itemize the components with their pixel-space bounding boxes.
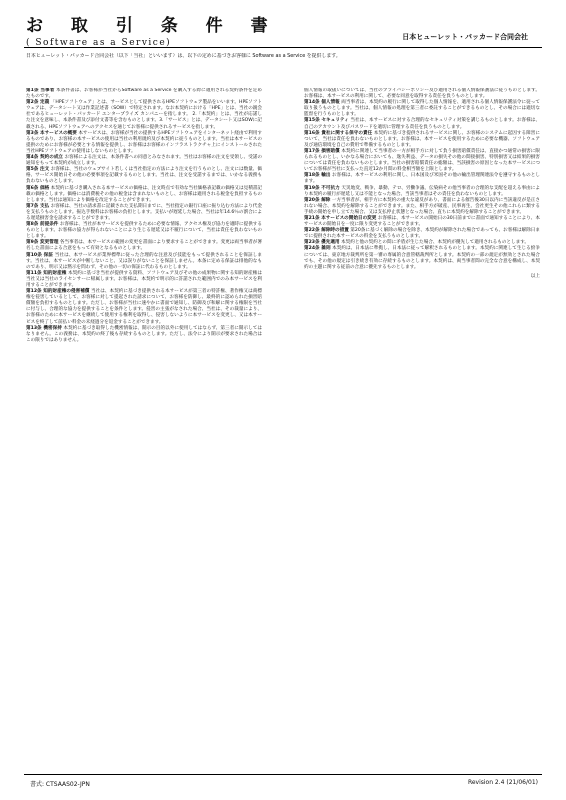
article-paragraph [26, 131, 262, 155]
company-name: 日本ヒューレット・パッカード合同会社 [402, 33, 528, 41]
article-body: お客様は、本サービスの開始日の30日前までに書面で通知することにより、本サービスの開始日を一度に限り変更することができます。 [304, 215, 540, 228]
article-paragraph [304, 149, 540, 173]
article-heading: 第11条 知的財産権 [26, 270, 67, 276]
article-heading: 第20条 解除 [304, 197, 331, 203]
article-body: 「HPEソフトウェア」とは、サービスとして提供されるHPEソフトウェア製品をいいます。HPEソフトウェアは、データシート又は作業記述書（SOW）で特定されます。なお本契約における「HPE」とは、当社の親会社であるヒューレット・パッカード エンタープライズ カンパニーを指します。 2.「本契約」とは、当社が応諾した注文を意味し、本条件書及び添付文書等を含むものとします。3.「サービス」とは、データシート又はSOWに記載される、HPEソフトウェアへのアクセスを通じてお客様に提供されるサービスを指します。 [26, 100, 262, 130]
article-body: 本契約と他の契約との間に矛盾が生じた場合、本契約が優先して適用されるものとします。 [341, 240, 530, 246]
article-paragraph [26, 88, 262, 100]
article-body: 当社は、本サービスが業界標準に従った合理的な注意及び技能をもって提供されることを保証します。当社は、本サービスが中断しないこと、又は誤りがないことを保証しません。本条に定める保証は排他的なものであり、明示又は黙示を問わず、その他の一切の保証に代わるものとします。 [26, 252, 262, 270]
article-heading: 第14条 個人情報 [304, 100, 340, 106]
article-body: お客様は、当社の請求書に記載された支払期日までに、当社指定の銀行口座に振り込む方法により代金を支払うものとします。振込手数料はお客様の負担とします。支払いが遅延した場合、当社は年14.6％の割合による遅延損害金を請求することができます。 [26, 203, 262, 221]
article-paragraph [26, 167, 262, 185]
article-heading: 第3条 本サービスの概要 [26, 130, 77, 136]
article-paragraph [304, 100, 540, 118]
article-paragraph [26, 326, 262, 344]
closing-mark: 以上 [530, 273, 540, 279]
article-heading: 第7条 支払 [26, 203, 50, 209]
article-paragraph [26, 222, 262, 240]
article-heading: 第21条 本サービスの開始日の変更 [304, 215, 377, 221]
article-heading: 第2条 定義 [26, 100, 50, 106]
article-body: 各当事者は、本サービスの範囲の変更を書面により要求することができます。変更は両当事者が署名した書面による合意をもって有効となるものとします。 [26, 240, 262, 252]
form-id: 書式: CTSAAS02-JPN [30, 781, 90, 788]
article-body: 当社は、本契約に基づき提供される本サービスが第三者の特許権、著作権又は商標権を侵害しているとして、お客様に対して提起された請求について、お客様を防御し、最終的に認められた損害賠償額を負担するものとします。ただし、お客様が当社に速やかに書面で通知し、防御及び和解に関する権限を当社に付与し、合理的な協力を提供することを条件とします。侵害の主張がなされた場合、当社は、その裁量により、お客様のために本サービスを継続して使用する権利を取得し、侵害しないように本サービスを変更し、又は本サービスを終了して前払い料金の未経過分を返金することができます。 [26, 289, 262, 325]
article-heading: 第4条 契約の成立 [26, 155, 64, 161]
article-body: 本契約に基づき提供されるサービスに関し、お客様のシステムに起因する障害について、当社は責任を負わないものとします。お客様は、本サービスを使用するために必要な機器、ソフトウェア及び通信環境を自己の費用で準備するものとします。 [304, 130, 540, 148]
article-heading: 第10条 保証 [26, 252, 54, 258]
article-body: 本契約に関連して当事者の一方が相手方に対して負う損害賠償責任は、直接かつ通常の損害に限られるものとし、いかなる場合においても、逸失利益、データの損失その他の間接損害、特別損害又は結果的損害については責任を負わないものとします。当社の損害賠償責任の総額は、当該損害の原因となった本サービスについてお客様が当社に支払った直近12か月間の料金相当額を上限とします。 [304, 148, 540, 173]
header-rule [24, 47, 542, 48]
article-body: 本サービスは、お客様が当社の提供するHPEソフトウェアをインターネット経由で利用するものであり、お客様の本サービスの使用は当社の利用規約及び本契約に従うものとします。当社は本サービスの提供のためにお客様が必要とする情報を提供し、お客様はお客様のインフラストラクチャ上にインストールされた当社HPEソフトウェアの使用はしないものとします。 [26, 130, 262, 154]
article-body: 本契約は、日本法に準拠し、日本法に従って解釈されるものとします。本契約に関連して生じる紛争については、東京地方裁判所を第一審の専属的合意管轄裁判所とします。本契約の一部の規定が無効とされた場合でも、その他の規定は引き続き有効に存続するものとします。本契約は、両当事者間の完全な合意を構成し、本契約の主題に関する従前の合意に優先するものとします。 [304, 246, 540, 270]
article-heading: 第24条 雑則 [304, 246, 331, 252]
article-body: 本契約に基づき取得した機密情報は、開示の目的以外に使用してはならず、第三者に開示してはなりません。この義務は、本契約の終了後も存続するものとします。ただし、法令により開示が要求された場合はこの限りではありません。 [26, 325, 262, 343]
article-heading: 第15条 セキュリティ [304, 118, 349, 124]
article-paragraph [304, 88, 540, 100]
article-paragraph [304, 118, 540, 130]
article-heading: 第13条 機密保持 [26, 325, 62, 331]
document-subtitle: ( Software as a Service) [26, 38, 172, 48]
article-heading: 第22条 解除時の措置 [304, 228, 349, 234]
article-paragraph [304, 216, 540, 228]
article-body: 個人情報の取扱いについては、当社のプライバシーポリシー及び適用される個人情報保護法に従うものとします。お客様は、本サービスの利用に関して、必要な同意を取得する責任を負うものとします。 [304, 88, 540, 100]
article-body: 本契約に基づき当社が提供する資料、ソフトウェア及びその他の成果物に関する知的財産権は当社又は当社のライセンサーに帰属します。お客様は、本契約で明示的に許諾された範囲内でのみ本サービスを利用することができます。 [26, 270, 262, 288]
revision: Revision 2.4 (21/06/01) [467, 779, 538, 786]
article-heading: 第19条 不可抗力 [304, 185, 340, 191]
article-heading: 第9条 変更管理 [26, 240, 59, 246]
article-paragraph [26, 271, 262, 289]
article-paragraph [304, 186, 540, 198]
article-body: 本契約に基づき購入される本サービスの価格は、注文時点で有効な当社価格表記載の価格又は見積書記載の価格とします。価格には消費税その他の税金は含まれないものとし、お客様は適用される税金を負担するものとします。当社は通知により価格を改定することができます。 [26, 185, 262, 203]
article-heading: 第12条 知的財産権の侵害補償 [26, 289, 90, 295]
article-paragraph [304, 131, 540, 149]
footer-rule [24, 774, 542, 775]
article-heading: 第23条 優先適用 [304, 240, 340, 246]
article-body: 第20条に基づく解除の場合を除き、本契約が解除された場合であっても、お客様は解除日までに提供された本サービスの料金を支払うものとします。 [304, 228, 540, 240]
article-paragraph [26, 155, 262, 167]
article-heading: 第16条 貴社に関する保守の責任 [304, 130, 373, 136]
article-paragraph [26, 289, 262, 326]
article-body: 本条件書は、お客様が当社からSoftware as a Service を購入する際に適用される契約条件を定めたものです。 [26, 88, 262, 100]
article-body: お客様は、当社が本サービスを提供するために必要な情報、アクセス権及び協力を適時に提供するものとします。お客様の協力が得られないことにより生じる遅延又は不履行について、当社は責任を負わないものとします。 [26, 222, 262, 240]
document-title: お 取 引 条 件 書 [26, 16, 279, 36]
article-paragraph [304, 198, 540, 216]
article-paragraph [304, 246, 540, 270]
article-paragraph [26, 186, 262, 204]
article-heading: 第18条 輸出 [304, 173, 331, 179]
article-body: お客様は、本サービスの利用に関し、日本国及び米国その他の輸出管理関連法令を遵守するものとします。 [304, 173, 540, 185]
article-heading: 第17条 損害賠償 [304, 148, 340, 154]
article-heading: 第8条 前提条件 [26, 222, 59, 228]
title-block [26, 16, 326, 49]
article-paragraph [26, 240, 262, 252]
article-body: お客様は、当社のウェブサイト若しくは当社指定の方法により注文を行うものとし、注文には数量、価格、サービス開始日その他の必要事項を記載するものとします。当社は、注文を受諾するまでは、いかなる義務も負わないものとします。 [26, 167, 262, 185]
right-column [304, 88, 540, 764]
left-column [26, 88, 262, 764]
article-heading: 第5条 注文 [26, 167, 50, 173]
article-paragraph [26, 204, 262, 222]
article-heading: 第1条 当事者 [26, 88, 55, 93]
intro-text: 日本ヒューレット・パッカード合同会社（以下「当社」といいます）は、以下の定めに基づきお客様に Software as a Service を提供します。 [26, 53, 341, 59]
article-body: 両当事者は、本契約の履行に関して取得した個人情報を、適用される個人情報保護法令に従って取り扱うものとします。当社は、個人情報の処理を第三者に委託することができるものとし、その場合には適切な監督を行うものとします。 [304, 100, 540, 118]
article-body: 天災地変、戦争、暴動、テロ、労働争議、伝染病その他当事者の合理的な支配を超える事由により本契約の履行が遅延し又は不能となった場合、当該当事者はその責任を負わないものとします。 [304, 185, 540, 197]
article-paragraph [26, 253, 262, 271]
article-heading: 第6条 価格 [26, 185, 50, 191]
article-body: 一方当事者が、相手方に本契約の重大な違反があり、書面による催告後30日以内に当該違反が是正されない場合、本契約を解除することができます。また、相手方が破産、民事再生、会社更生その他これらに類する手続の開始を申し立てた場合、又は支払停止状態となった場合、直ちに本契約を解除することができます。 [304, 197, 540, 215]
article-body: お客様による注文は、本条件書への同意とみなされます。当社はお客様の注文を受領し、受諾の通知をもって本契約が成立します。 [26, 155, 262, 167]
article-paragraph [304, 173, 540, 185]
article-paragraph [304, 228, 540, 240]
article-paragraph [26, 100, 262, 130]
article-body: 当社は、本サービスに対する合理的なセキュリティ対策を講じるものとします。お客様は、自己のアカウント及びパスワードを適切に管理する責任を負うものとします。 [304, 118, 540, 130]
